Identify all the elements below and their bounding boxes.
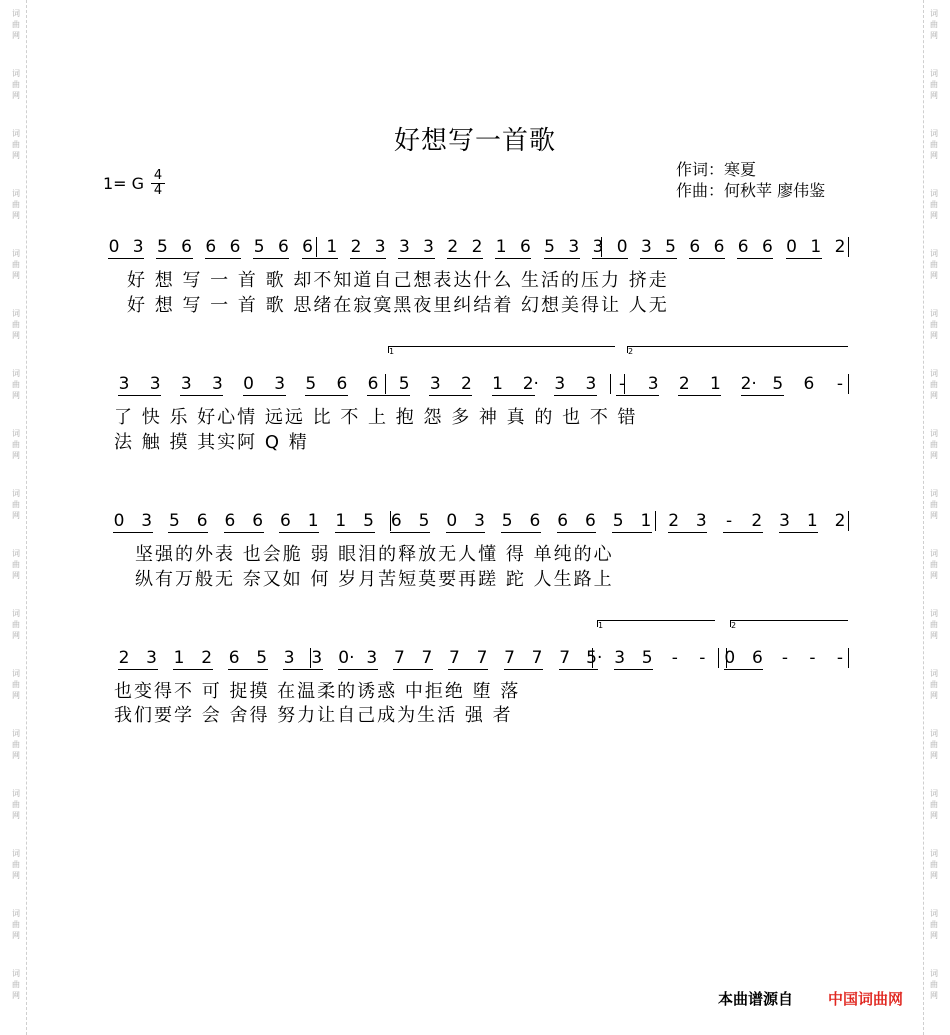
volta-2-label-end: 2 (731, 621, 737, 630)
note-row3-16: 6 (557, 511, 569, 531)
beam-row3-21 (668, 532, 708, 533)
volta-2-label: 2 (628, 347, 634, 356)
beam-row3-19 (612, 532, 652, 533)
watermark-left-13: 词 曲 网 (12, 789, 20, 820)
note-row2-18: 2 (678, 374, 690, 394)
volta-1-label: 1 (389, 347, 395, 356)
watermark-right-15: 词 曲 网 (930, 909, 938, 940)
note-row4-21: - (699, 648, 706, 668)
beam-row3-25 (779, 532, 819, 533)
note-row1-16: 1 (495, 237, 507, 257)
lyrics-row-2-verse-1: 了 快 乐 好心情 远远 比 不 上 抱 怨 多 神 真 的 也 不 错 (114, 407, 638, 428)
note-row4-14: 7 (504, 648, 515, 668)
barline-row3-2 (848, 511, 849, 531)
note-row1-20: 3 (592, 237, 604, 257)
note-row1-28: 0 (786, 237, 797, 257)
lyrics-row-3-verse-2: 纵有万般无 奈又如 何 岁月苦短莫要再蹉 跎 人生路上 (135, 569, 614, 590)
watermark-left-0: 词 曲 网 (12, 9, 20, 40)
note-row2-21: 5 (772, 374, 784, 394)
note-row4-3: 2 (201, 648, 213, 668)
note-row1-14: 2 (447, 237, 459, 257)
note-row1-23: 5 (665, 237, 676, 257)
note-row3-4: 6 (224, 511, 236, 531)
watermark-left-7: 词 曲 网 (12, 429, 20, 460)
beam-row3-7 (279, 532, 319, 533)
beam-row1-15 (447, 258, 483, 259)
note-row4-26: - (836, 648, 844, 668)
note-row2-23: - (836, 374, 844, 394)
watermark-right-0: 词 曲 网 (930, 9, 938, 40)
note-row4-19: 5 (641, 648, 653, 668)
note-row4-4: 6 (228, 648, 240, 668)
note-row1-29: 1 (810, 237, 822, 257)
watermark-right-3: 词 曲 网 (930, 189, 938, 220)
note-row2-5: 3 (274, 374, 286, 394)
note-row2-10: 3 (429, 374, 441, 394)
note-row4-24: - (781, 648, 788, 668)
beam-row2-5 (243, 395, 286, 396)
note-row1-30: 2 (834, 237, 846, 257)
note-row1-10: 2 (350, 237, 362, 257)
note-row3-11: 5 (418, 511, 430, 531)
note-row1-6: 5 (253, 237, 265, 257)
note-row3-1: 3 (141, 511, 153, 531)
beam-row1-13 (398, 258, 434, 259)
beam-row2-13 (492, 395, 535, 396)
beam-row3-11 (390, 532, 430, 533)
beam-row1-21 (592, 258, 628, 259)
time-signature-bottom: 4 (153, 183, 163, 198)
note-row1-12: 3 (398, 237, 410, 257)
beam-row2-9 (367, 395, 410, 396)
note-row1-22: 3 (640, 237, 652, 257)
barline-row4-0 (310, 648, 311, 668)
note-row1-0: 0 (108, 237, 120, 257)
watermark-left-14: 词 曲 网 (12, 849, 20, 880)
note-row4-25: - (809, 648, 816, 668)
note-row3-12: 0 (446, 511, 458, 531)
beam-row1-3 (156, 258, 192, 259)
note-row3-10: 6 (390, 511, 402, 531)
watermark-left-15: 词 曲 网 (12, 909, 20, 940)
note-row1-17: 6 (519, 237, 531, 257)
beam-row2-21 (741, 395, 784, 396)
volta-1-bracket-end (597, 620, 715, 630)
note-row4-18: 3 (614, 648, 626, 668)
note-row3-3: 6 (196, 511, 208, 531)
note-row1-15: 2 (471, 237, 483, 257)
song-title: 好想写一首歌 (393, 126, 556, 156)
note-row3-19: 1 (640, 511, 652, 531)
volta-2-bracket (627, 346, 848, 356)
watermark-left-4: 词 曲 网 (12, 249, 20, 280)
beam-row4-9 (338, 669, 378, 670)
lyrics-row-4-verse-2: 我们要学 会 舍得 努力让自己成为生活 强 者 (114, 705, 513, 726)
watermark-left-8: 词 曲 网 (12, 489, 20, 520)
note-row3-6: 6 (279, 511, 291, 531)
note-row1-4: 6 (205, 237, 217, 257)
watermark-right-16: 词 曲 网 (930, 969, 938, 1000)
barline-row1-0 (316, 237, 317, 257)
note-row3-8: 1 (335, 511, 347, 531)
beam-row1-29 (786, 258, 822, 259)
note-row1-3: 6 (181, 237, 192, 257)
beam-row3-15 (501, 532, 541, 533)
lyrics-row-2-verse-2: 法 触 摸 其实阿 Q 精 (114, 432, 309, 453)
watermark-right-11: 词 曲 网 (930, 669, 938, 700)
note-row2-11: 2 (461, 374, 472, 394)
volta-2-bracket-end (730, 620, 848, 630)
note-row1-25: 6 (713, 237, 725, 257)
barline-row4-2 (718, 648, 719, 668)
note-row1-13: 3 (423, 237, 434, 257)
note-row2-3: 3 (211, 374, 223, 394)
beam-row2-17 (616, 395, 659, 396)
note-row3-22: - (725, 511, 733, 531)
note-row2-4: 0 (243, 374, 254, 394)
note-row3-7: 1 (307, 511, 319, 531)
note-row2-13: 2· (522, 374, 539, 394)
beam-row4-1 (118, 669, 158, 670)
note-row4-16: 7 (559, 648, 571, 668)
beam-row2-11 (429, 395, 472, 396)
watermark-right-8: 词 曲 网 (930, 489, 938, 520)
note-row2-2: 3 (180, 374, 192, 394)
note-row3-26: 2 (834, 511, 846, 531)
note-row4-12: 7 (449, 648, 460, 668)
beam-row3-23 (723, 532, 763, 533)
note-row1-8: 6 (302, 237, 313, 257)
note-row2-8: 6 (367, 374, 379, 394)
barline-row3-1 (655, 511, 656, 531)
note-row3-9: 5 (363, 511, 374, 531)
note-row2-6: 5 (305, 374, 317, 394)
note-row2-16: - (619, 374, 626, 394)
note-row2-12: 1 (492, 374, 503, 394)
note-row1-24: 6 (689, 237, 701, 257)
watermark-left-16: 词 曲 网 (12, 969, 20, 1000)
note-row4-20: - (671, 648, 678, 668)
lyrics-row-4-verse-1: 也变得不 可 捉摸 在温柔的诱惑 中拒绝 堕 落 (114, 681, 521, 702)
volta-1-label-end: 1 (598, 621, 604, 630)
barline-row1-2 (848, 237, 849, 257)
barline-row4-3 (726, 648, 727, 668)
note-row4-5: 5 (256, 648, 268, 668)
note-row2-19: 1 (710, 374, 721, 394)
watermark-left-11: 词 曲 网 (12, 669, 20, 700)
watermark-left-1: 词 曲 网 (12, 69, 20, 100)
note-row1-19: 3 (568, 237, 580, 257)
time-signature (151, 170, 165, 197)
note-row3-15: 6 (529, 511, 541, 531)
beam-row3-1 (113, 532, 153, 533)
note-row4-8: 0· (338, 648, 355, 668)
watermark-right-10: 词 曲 网 (930, 609, 938, 640)
watermark-left-5: 词 曲 网 (12, 309, 20, 340)
note-row3-2: 5 (169, 511, 180, 531)
beam-row3-3 (168, 532, 208, 533)
beam-row1-27 (737, 258, 773, 259)
note-row4-11: 7 (421, 648, 433, 668)
note-row1-5: 6 (229, 237, 241, 257)
note-row2-7: 6 (336, 374, 348, 394)
watermark-left-12: 词 曲 网 (12, 729, 20, 760)
watermark-left-2: 词 曲 网 (12, 129, 20, 160)
beam-row4-15 (504, 669, 544, 670)
barline-row2-0 (385, 374, 386, 394)
note-row3-23: 2 (751, 511, 763, 531)
note-row3-20: 2 (668, 511, 680, 531)
note-row3-17: 6 (585, 511, 596, 531)
watermark-right-4: 词 曲 网 (930, 249, 938, 280)
note-row4-9: 3 (366, 648, 378, 668)
note-row4-7: 3 (311, 648, 323, 668)
watermark-right-5: 词 曲 网 (930, 309, 938, 340)
watermark-right-13: 词 曲 网 (930, 789, 938, 820)
note-row1-1: 3 (132, 237, 144, 257)
beam-row4-7 (283, 669, 323, 670)
beam-row4-3 (173, 669, 213, 670)
lyrics-row-1-verse-2: 好 想 写 一 首 歌 思绪在寂寞黑夜里纠结着 幻想美得让 人无 (127, 295, 669, 316)
barline-row4-1 (592, 648, 593, 668)
note-row2-15: 3 (585, 374, 597, 394)
note-row1-27: 6 (761, 237, 773, 257)
barline-row2-1 (610, 374, 611, 394)
beam-row1-25 (689, 258, 725, 259)
beam-row2-15 (554, 395, 597, 396)
beam-row2-1 (118, 395, 161, 396)
composer-credit: 作曲：何秋苹 廖伟鉴 (676, 181, 826, 200)
note-row4-10: 7 (393, 648, 405, 668)
note-row2-9: 5 (398, 374, 410, 394)
watermark-right-7: 词 曲 网 (930, 429, 938, 460)
barline-row2-2 (624, 374, 625, 394)
beam-row3-9 (335, 532, 375, 533)
watermark-left-10: 词 曲 网 (12, 609, 20, 640)
barline-row3-0 (390, 511, 391, 531)
note-row2-0: 3 (118, 374, 130, 394)
barline-row2-3 (848, 374, 849, 394)
beam-row2-19 (678, 395, 721, 396)
note-row3-5: 6 (252, 511, 264, 531)
note-row1-18: 5 (544, 237, 555, 257)
note-row2-20: 2· (740, 374, 757, 394)
note-row3-18: 5 (612, 511, 624, 531)
source-label: 本曲谱源自 (718, 990, 794, 1008)
beam-row4-23 (724, 669, 764, 670)
note-row4-13: 7 (476, 648, 488, 668)
beam-row4-11 (393, 669, 433, 670)
note-row4-6: 3 (283, 648, 295, 668)
note-row3-13: 3 (474, 511, 485, 531)
note-row1-21: 0 (616, 237, 628, 257)
time-signature-top: 4 (153, 168, 163, 183)
note-row2-22: 6 (803, 374, 815, 394)
beam-row1-1 (108, 258, 144, 259)
beam-row1-5 (205, 258, 241, 259)
note-row3-21: 3 (695, 511, 707, 531)
beam-row2-3 (180, 395, 223, 396)
note-row1-11: 3 (374, 237, 386, 257)
note-row4-23: 6 (751, 648, 763, 668)
note-row4-0: 2 (118, 648, 130, 668)
watermark-left-3: 词 曲 网 (12, 189, 20, 220)
lyricist-credit: 作词：寒夏 (676, 160, 757, 179)
beam-row4-17 (559, 669, 599, 670)
note-row3-24: 3 (779, 511, 790, 531)
note-row4-1: 3 (146, 648, 157, 668)
beam-row4-13 (448, 669, 488, 670)
note-row3-14: 5 (501, 511, 513, 531)
watermark-right-14: 词 曲 网 (930, 849, 938, 880)
note-row2-14: 3 (554, 374, 566, 394)
beam-row1-19 (544, 258, 580, 259)
beam-row4-5 (228, 669, 268, 670)
beam-row1-7 (253, 258, 289, 259)
beam-row1-11 (350, 258, 386, 259)
note-row1-2: 5 (156, 237, 168, 257)
beam-row3-5 (224, 532, 264, 533)
beam-row3-17 (557, 532, 597, 533)
note-row1-26: 6 (737, 237, 749, 257)
beam-row1-17 (495, 258, 531, 259)
note-row4-2: 1 (173, 648, 185, 668)
beam-row1-23 (640, 258, 676, 259)
watermark-right-2: 词 曲 网 (930, 129, 938, 160)
note-row1-9: 1 (326, 237, 338, 257)
watermark-right-9: 词 曲 网 (930, 549, 938, 580)
lyrics-row-1-verse-1: 好 想 写 一 首 歌 却不知道自己想表达什么 生活的压力 挤走 (127, 270, 669, 291)
watermark-right-12: 词 曲 网 (930, 729, 938, 760)
lyrics-row-3-verse-1: 坚强的外表 也会脆 弱 眼泪的释放无人懂 得 单纯的心 (135, 544, 614, 565)
watermark-right-6: 词 曲 网 (930, 369, 938, 400)
beam-row2-7 (305, 395, 348, 396)
volta-1-bracket (388, 346, 615, 356)
watermark-right-1: 词 曲 网 (930, 69, 938, 100)
beam-row4-19 (614, 669, 654, 670)
note-row1-7: 6 (277, 237, 289, 257)
site-link[interactable]: 中国词曲网 (828, 990, 904, 1008)
note-row4-22: 0 (724, 648, 736, 668)
key-signature: 1= G (103, 174, 145, 193)
note-row2-17: 3 (647, 374, 659, 394)
watermark-left-6: 词 曲 网 (12, 369, 20, 400)
barline-row4-4 (848, 648, 849, 668)
watermark-left-9: 词 曲 网 (12, 549, 20, 580)
beam-row1-9 (302, 258, 338, 259)
note-row3-0: 0 (113, 511, 125, 531)
beam-row3-13 (446, 532, 486, 533)
note-row4-15: 7 (531, 648, 543, 668)
note-row3-25: 1 (806, 511, 818, 531)
note-row2-1: 3 (149, 374, 161, 394)
note-row4-17: 5· (586, 648, 603, 668)
barline-row1-1 (601, 237, 602, 257)
